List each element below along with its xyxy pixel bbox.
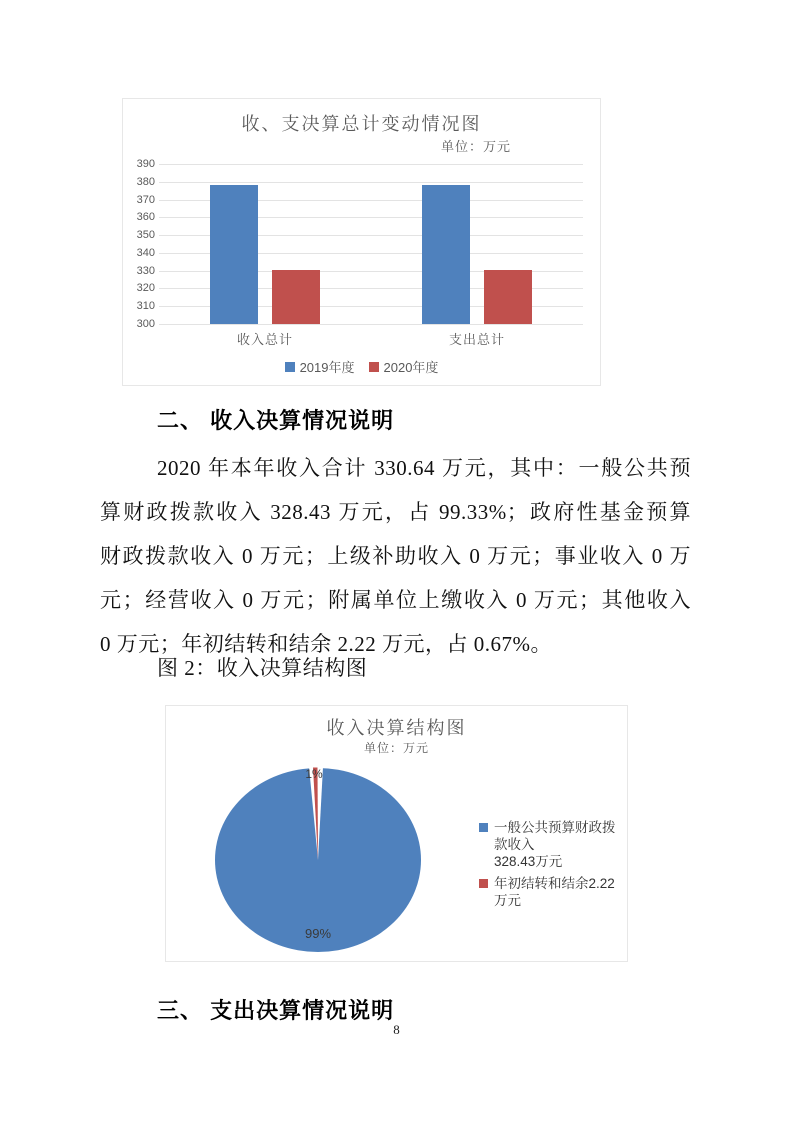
legend-item-label: 2019年度 [299,360,355,375]
paragraph-line: 0 万元；年初结转和结余 2.22 万元，占 0.67%。 [100,632,552,656]
y-axis-tick-label: 320 [136,282,155,295]
legend-item-label: 一般公共预算财政拨款收入 328.43万元 [494,820,616,869]
y-axis-tick-label: 350 [136,229,155,242]
bar-chart-panel [122,98,601,386]
gridline [159,324,583,325]
legend-swatch [369,362,379,372]
y-axis-tick-label: 330 [136,264,155,277]
paragraph-line: 财政拨款收入 0 万元；上级补助收入 0 万元；事业收入 0 万 [100,544,691,568]
figure2-caption: 图 2：收入决算结构图 [157,656,368,680]
pie-chart-legend [479,819,627,914]
bar-chart-legend [123,357,600,376]
pie-chart-title: 收入决算结构图 [326,718,467,738]
bar-series2-cat1 [272,270,320,325]
legend-item-2 [369,357,439,376]
pie-chart-graphic [213,765,423,953]
legend-item-label: 年初结转和结余2.22万元 [494,876,615,908]
legend-swatch-red [479,879,488,888]
gridline [159,164,583,165]
page-number: 8 [393,1022,400,1037]
bar-series1-cat2 [422,185,470,324]
paragraph-line: 2020 年本年收入合计 330.64 万元，其中：一般公共预 [157,456,691,480]
bar-chart-plot-area [136,158,583,347]
section-heading-expenditure: 三、 支出决算情况说明 [157,998,395,1023]
y-axis-tick-label: 340 [136,246,155,259]
y-axis-tick-label: 370 [136,193,155,206]
pie-percent-label-major: 99% [304,926,332,941]
legend-swatch-blue [479,823,488,832]
paragraph-line: 算财政拨款收入 328.43 万元，占 99.33%；政府性基金预算 [100,500,691,524]
pie-chart-unit-label: 单位：万元 [363,741,429,755]
y-axis-tick-label: 310 [136,300,155,313]
legend-item-carryover [479,875,627,909]
bar-chart-title: 收、支决算总计变动情况图 [241,114,482,134]
legend-item-label: 2020年度 [383,360,439,375]
income-paragraph [100,446,691,666]
paragraph-line: 元；经营收入 0 万元；附属单位上缴收入 0 万元；其他收入 [100,588,691,612]
y-axis-tick-label: 360 [136,211,155,224]
y-axis-tick-label: 390 [136,158,155,170]
y-axis-tick-label: 300 [136,318,155,330]
gridline [159,182,583,183]
legend-item-1 [285,357,355,376]
bar-series1-cat1 [210,185,258,324]
legend-swatch [285,362,295,372]
section-heading-income: 二、 收入决算情况说明 [157,408,395,433]
y-axis-tick-label: 380 [136,175,155,188]
x-axis-category-label: 收入总计 [236,332,293,347]
x-axis-category-label: 支出总计 [448,332,505,347]
legend-item-general-budget [479,819,627,870]
pie-chart-panel [165,705,628,962]
pie-percent-label-minor: 1% [305,767,323,781]
bar-series2-cat2 [484,270,532,325]
bar-chart-unit-label: 单位：万元 [440,139,511,154]
